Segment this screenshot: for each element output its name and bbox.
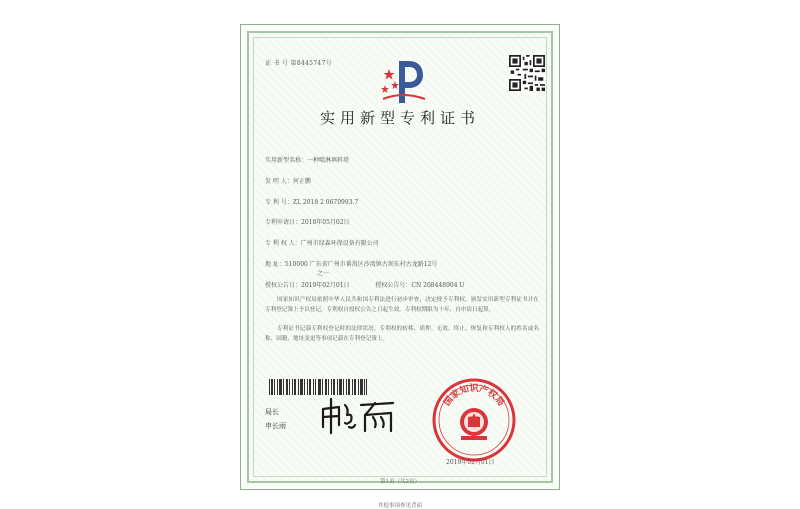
- field-value: CN 208448904 U: [411, 282, 465, 289]
- field-label: 授权公告号：: [375, 282, 412, 289]
- grant-statement-paragraph: 国家知识产权局依照中华人民共和国专利法进行初步审查，决定授予专利权，颁发实用新型专利证书并在专利登记簿上予以登记。专利权自授权公告之日起生效。专利权期限为十年，自申请日起算。: [265, 297, 539, 313]
- field-value: 一种喷淋填料塔: [307, 157, 350, 164]
- issue-date: 2019年02月01日: [446, 459, 495, 466]
- field-value: 2018年05月02日: [301, 219, 350, 226]
- official-seal-icon: [431, 377, 517, 463]
- certificate-number: 证 书 号 第8445747号: [265, 60, 332, 67]
- utility-model-name-row: [265, 155, 349, 164]
- field-value: 何正鹏: [292, 178, 311, 185]
- grant-row: [265, 280, 465, 289]
- field-label: 授权公告日：: [265, 282, 302, 289]
- address-row: [265, 259, 437, 268]
- address-line-2: 之一: [317, 270, 330, 277]
- patent-owner-row: [265, 238, 379, 247]
- field-label: 发 明 人：: [265, 178, 293, 185]
- legal-status-paragraph: 专利证书记载专利权登记时的法律状况。专利权的转移、质押、无效、终止、恢复和专利权人的姓名或名称、国籍、地址变更等事项记载在专利登记簿上。: [265, 326, 539, 342]
- certificate-title: 实用新型专利证书: [319, 109, 480, 127]
- field-value: 广州市绿森环保设备有限公司: [300, 240, 379, 247]
- field-label: 专 利 权 人：: [265, 240, 301, 247]
- page-number: 第1页（共2页）: [380, 479, 420, 485]
- field-value: 510000 广东省广州市番禺区沙湾镇古坝东村古龙路12号: [284, 261, 438, 268]
- field-value: ZL 2018 2 0670993.7: [292, 199, 359, 206]
- director-name: 申长雨: [265, 422, 286, 430]
- field-label: 地 址：: [265, 261, 285, 268]
- seal-text: 国家知识产权局: [442, 384, 506, 409]
- inventor-row: [265, 176, 311, 185]
- patent-office-logo-icon: [379, 55, 427, 107]
- filing-date-row: [265, 217, 350, 226]
- director-signature: [319, 395, 399, 435]
- patent-number-row: [265, 197, 358, 206]
- field-label: 专 利 号：: [265, 199, 293, 206]
- field-label: 专利申请日：: [265, 219, 302, 226]
- barcode-icon: [269, 379, 367, 395]
- field-value: 2019年02月01日: [301, 282, 350, 289]
- qr-code-icon: [509, 55, 545, 91]
- patent-certificate: [240, 24, 560, 509]
- field-label: 实用新型名称：: [265, 157, 308, 164]
- director-title: 局长: [265, 408, 279, 416]
- footer-note: 其他事项参见背面: [377, 503, 422, 509]
